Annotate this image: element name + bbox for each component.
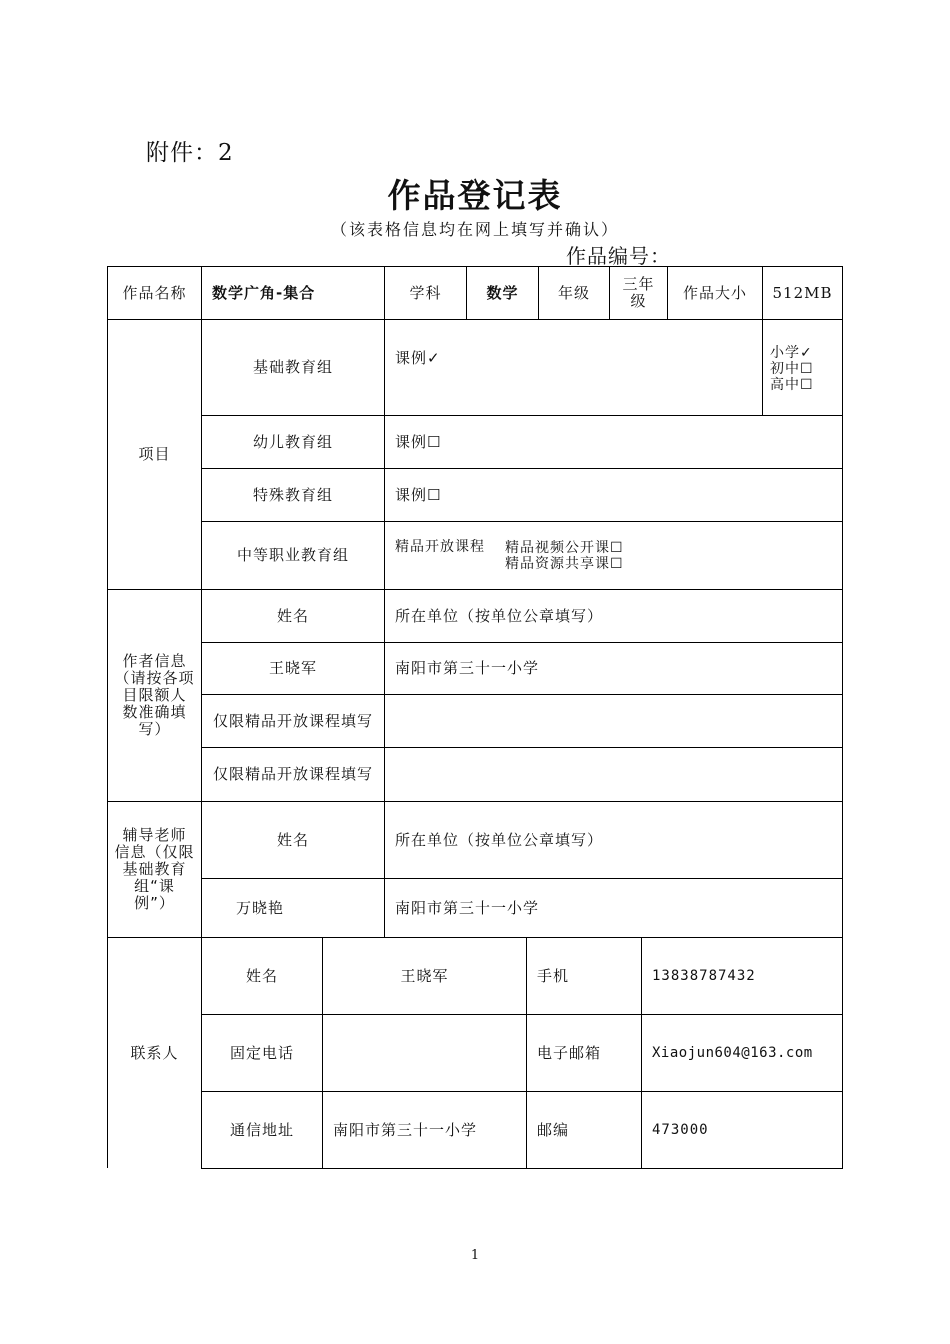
form-subtitle: （该表格信息均在网上填写并确认） xyxy=(330,220,619,239)
subject-value: 数学 xyxy=(486,283,519,302)
table-line xyxy=(201,1168,843,1169)
level-primary: 小学✓ xyxy=(770,345,813,361)
author-limited-row-2: 仅限精品开放课程填写 xyxy=(212,765,373,783)
author-name: 王晓军 xyxy=(268,659,317,677)
contact-address-value: 南阳市第三十一小学 xyxy=(333,1120,478,1139)
tutor-label-line: 信息（仅限 xyxy=(114,843,195,861)
grade-value xyxy=(610,267,667,319)
vocational-option-video: 精品视频公开课☐ xyxy=(505,540,624,556)
grade-label: 年级 xyxy=(557,283,590,302)
contact-phone-value: 13838787432 xyxy=(652,967,756,984)
contact-phone-label: 手机 xyxy=(537,966,570,985)
tutor-label-line: 组“课 xyxy=(134,877,175,895)
tutor-label-line: 例”） xyxy=(134,894,175,912)
vocational-options xyxy=(505,538,655,574)
preschool-group-label: 幼儿教育组 xyxy=(252,432,333,451)
contact-name-label: 姓名 xyxy=(245,966,278,985)
special-group-label: 特殊教育组 xyxy=(252,485,333,504)
work-name-value: 数学广角-集合 xyxy=(212,283,316,302)
grade-value-line: 级 xyxy=(630,292,647,310)
tutor-name: 万晓艳 xyxy=(236,898,285,917)
work-size-label: 作品大小 xyxy=(682,283,747,302)
project-label: 项目 xyxy=(138,445,171,463)
author-label-line: 写） xyxy=(138,720,171,738)
author-unit: 南阳市第三十一小学 xyxy=(395,659,540,677)
author-limited-row-1: 仅限精品开放课程填写 xyxy=(212,711,373,730)
page-number: 1 xyxy=(470,1248,480,1263)
contact-address-label: 通信地址 xyxy=(229,1120,294,1139)
vocational-group-label: 中等职业教育组 xyxy=(236,546,349,564)
contact-tel-label: 固定电话 xyxy=(229,1043,294,1062)
contact-zip-value: 473000 xyxy=(652,1121,709,1138)
author-label-line: 数准确填 xyxy=(122,703,187,721)
contact-zip-label: 邮编 xyxy=(537,1120,570,1139)
special-group-value: 课例☐ xyxy=(395,485,442,504)
subject-label: 学科 xyxy=(409,283,442,302)
author-unit-header: 所在单位（按单位公章填写） xyxy=(395,606,604,625)
basic-group-label: 基础教育组 xyxy=(252,358,333,376)
tutor-label-line: 辅导老师 xyxy=(122,826,187,844)
tutor-unit: 南阳市第三十一小学 xyxy=(395,898,540,917)
tutor-info-label xyxy=(108,802,201,937)
vocational-option-resource: 精品资源共享课☐ xyxy=(505,556,624,572)
level-senior: 高中☐ xyxy=(770,377,814,393)
school-level-options xyxy=(770,342,840,396)
tutor-label-line: 基础教育 xyxy=(122,860,187,878)
work-name-label: 作品名称 xyxy=(122,283,187,302)
preschool-group-value: 课例☐ xyxy=(395,432,442,451)
tutor-name-header: 姓名 xyxy=(276,830,309,849)
tutor-unit-header: 所在单位（按单位公章填写） xyxy=(395,830,604,849)
contact-label: 联系人 xyxy=(130,1044,179,1062)
vocational-course-type: 精品开放课程 xyxy=(395,539,485,555)
table-line xyxy=(842,266,843,1169)
level-junior: 初中☐ xyxy=(770,361,814,377)
work-number-label: 作品编号： xyxy=(566,244,671,268)
contact-name-value: 王晓军 xyxy=(400,966,449,985)
attachment-label: 附件：2 xyxy=(146,140,234,166)
basic-group-value: 课例✓ xyxy=(395,348,441,367)
contact-email-value: Xiaojun604@163.com xyxy=(652,1044,813,1061)
work-size-value: 512MB xyxy=(772,283,833,302)
form-title: 作品登记表 xyxy=(387,176,563,215)
grade-value-line: 三年 xyxy=(622,275,655,293)
author-info-label xyxy=(108,590,201,801)
author-label-line: 作者信息 xyxy=(122,652,187,670)
contact-tel-value xyxy=(323,1015,526,1091)
author-label-line: 目限额人 xyxy=(122,686,187,704)
author-name-header: 姓名 xyxy=(276,606,309,625)
author-label-line: （请按各项 xyxy=(114,669,195,687)
contact-email-label: 电子邮箱 xyxy=(537,1043,602,1062)
